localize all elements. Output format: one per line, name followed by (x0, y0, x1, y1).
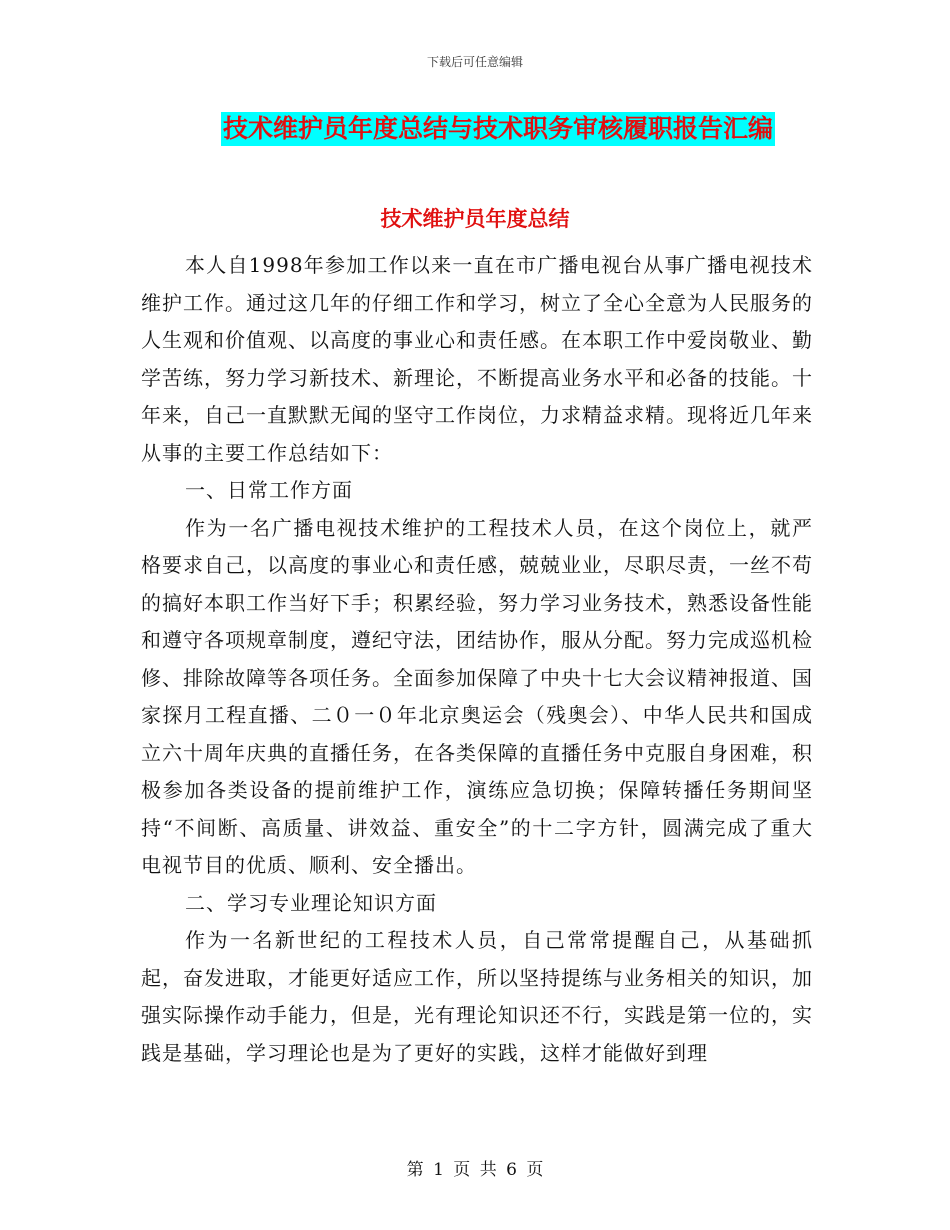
document-body (141, 247, 813, 1072)
main-title-container (0, 112, 950, 146)
page-number: 第 1 页 共 6 页 (406, 1160, 544, 1180)
document-main-title: 技术维护员年度总结与技术职务审核履职报告汇编 (221, 112, 775, 146)
heading-daily-work: 一、日常工作方面 (185, 478, 353, 502)
section-title: 技术维护员年度总结 (380, 207, 570, 231)
paragraph-daily-work: 作为一名广播电视技术维护的工程技术人员，在这个岗位上，就严格要求自己，以高度的事业心和责任感，兢兢业业，尽职尽责，一丝不苟的搞好本职工作当好下手；积累经验，努力学习业务技术，熟悉设备性能和遵守各项规章制度，遵纪守法，团结协作，服从分配。努力完成巡机检修、排除故障等各项任务。全面参加保障了中央十七大会议精神报道、国家探月工程直播、二０一０年北京奥运会（残奥会）、中华人民共和国成立六十周年庆典的直播任务，在各类保障的直播任务中克服自身困难，积极参加各类设备的提前维护工作，演练应急切换；保障转播任务期间坚持“不间断、高质量、讲效益、重安全”的十二字方针，圆满完成了重大电视节目的优质、顺利、安全播出。 (141, 515, 813, 877)
paragraph-intro: 本人自1998年参加工作以来一直在市广播电视台从事广播电视技术维护工作。通过这几年的仔细工作和学习，树立了全心全意为人民服务的人生观和价值观、以高度的事业心和责任感。在本职工作中爱岗敬业、勤学苦练，努力学习新技术、新理论，不断提高业务水平和必备的技能。十年来，自己一直默默无闻的坚守工作岗位，力求精益求精。现将近几年来从事的主要工作总结如下： (141, 253, 813, 465)
page-header-note: 下载后可任意编辑 (426, 55, 523, 69)
paragraph-study-theory: 作为一名新世纪的工程技术人员，自己常常提醒自己，从基础抓起，奋发进取，才能更好适应工作，所以坚持提练与业务相关的知识，加强实际操作动手能力，但是，光有理论知识还不行，实践是第一位的，实践是基础，学习理论也是为了更好的实践，这样才能做好到理 (141, 928, 813, 1065)
heading-study-theory: 二、学习专业理论知识方面 (185, 890, 437, 915)
